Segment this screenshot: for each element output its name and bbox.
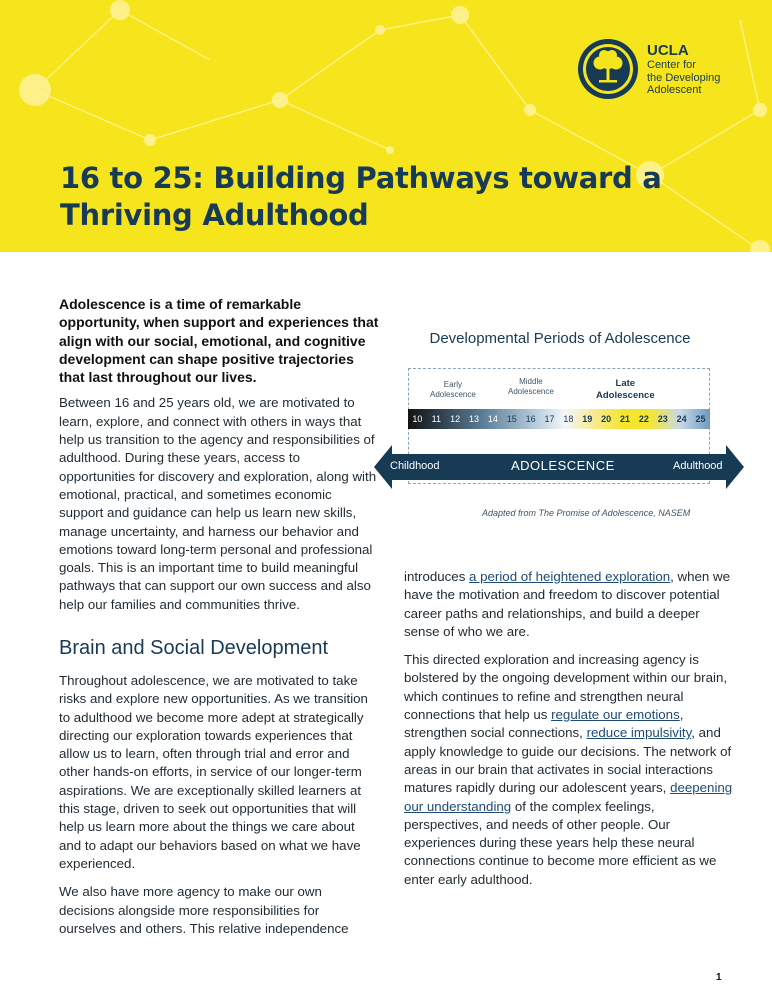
logo-ucla-text: UCLA (647, 42, 689, 59)
intro-lead: Adolescence is a time of remarkable opportunity, when support and experiences that align with our social, emotional, and cognitive development can shape positive trajectories that last throughout our lives. (59, 296, 379, 386)
logo-sub-line: Center for (647, 59, 696, 71)
section-paragraph-3: This directed exploration and increasing agency is bolstered by the ongoing development within our brain, which continues to refine and strengthen neural connections that help us regulate our emotions, strengthen social connections, reduce impulsivity, and apply knowledge to guide our decisions. The network of areas in our brain that activates in social interactions matures rapidly during our adolescent years, deepening our understanding of the complex feelings, perspectives, and needs of other people. Our experiences during these years help these neural connections continue to become more efficient as we enter early adulthood. (404, 652, 733, 887)
page-number: 1 (716, 972, 722, 983)
section-heading: Brain and Social Development (59, 637, 329, 659)
age-label: 21 (620, 414, 631, 424)
logo-sub-line: the Developing (647, 71, 721, 84)
arrow-childhood-label: Childhood (390, 460, 440, 472)
logo-sub-line: Adolescent (647, 84, 702, 96)
age-label: 22 (638, 414, 649, 424)
intro-paragraph: Between 16 and 25 years old, we are motivated to learn, explore, and connect with others in ways that help us transition to the agency and responsibilities of adulthood. During these years, access to opportunities for discovery and exploration, along with emotional, practical, and sometimes economic support and guidance can help us learn new skills, manage uncertainty, and harness our behavior and emotions toward long-term personal and professional goals. This is an important time to build meaningful pathways that can support our own success and also help our families and communities thrive. (59, 395, 377, 612)
stage-late-label: Late Adolescence (596, 378, 655, 401)
page-title: 16 to 25: Building Pathways toward a Thriving Adulthood (60, 161, 662, 232)
age-label: 23 (657, 414, 668, 424)
link-reduce-impulsivity[interactable]: reduce impulsivity (586, 725, 692, 741)
age-label: 14 (487, 414, 498, 424)
stage-middle-label: Middle Adolescence (508, 377, 554, 396)
tree-seal-icon (577, 38, 639, 100)
right-column (404, 568, 734, 889)
section-paragraph-1: Throughout adolescence, we are motivated to take risks and explore new opportunities. As we transition to adulthood we become more adept at strategically directing our exploration towards experiences that allow us to learn, often through trial and error and other hands-on efforts, in service of our longer-term aspirations. We are exceptionally skilled learners at this stage, driven to seek out opportunities that will help us learn more about the things we care about and to adapt our behaviors based on what we have experienced. (59, 673, 368, 871)
age-label: 18 (563, 414, 574, 424)
age-label: 13 (469, 414, 480, 424)
arrow-adulthood-label: Adulthood (673, 460, 723, 472)
age-label: 16 (525, 414, 536, 424)
section-paragraph-2: We also have more agency to make our own decisions alongside more responsibilities for ourselves and others. This relative independence (59, 884, 349, 936)
age-label: 11 (431, 414, 441, 424)
figure-title: Developmental Periods of Adolescence (429, 330, 691, 347)
ucla-cda-logo (577, 38, 727, 108)
age-label: 20 (601, 414, 612, 424)
link-deepening-understanding[interactable]: deepening our understanding (404, 780, 733, 814)
link-regulate-emotions[interactable]: regulate our emotions (551, 707, 680, 723)
developmental-periods-figure (370, 320, 770, 525)
age-label: 24 (676, 414, 687, 424)
section-paragraph-2-continued: introduces a period of heightened exploration, when we have the motivation and freedom to discover potential career paths and relationships, and build a deeper sense of who we are. (404, 569, 731, 639)
left-column (59, 295, 379, 614)
section-left-column (59, 672, 379, 938)
stage-early-label: Early Adolescence (430, 380, 476, 399)
age-label: 10 (412, 414, 423, 424)
age-label: 15 (506, 414, 517, 424)
age-scale-bar (408, 409, 710, 429)
age-label: 17 (544, 414, 555, 424)
header-banner (0, 0, 772, 252)
link-heightened-exploration[interactable]: a period of heightened exploration (469, 569, 671, 584)
age-label: 25 (695, 414, 706, 424)
age-label: 19 (582, 414, 593, 424)
figure-caption: Adapted from The Promise of Adolescence, NASEM (482, 508, 691, 518)
age-labels (408, 409, 710, 429)
arrow-adolescence-label: ADOLESCENCE (511, 458, 615, 473)
age-label: 12 (450, 414, 461, 424)
